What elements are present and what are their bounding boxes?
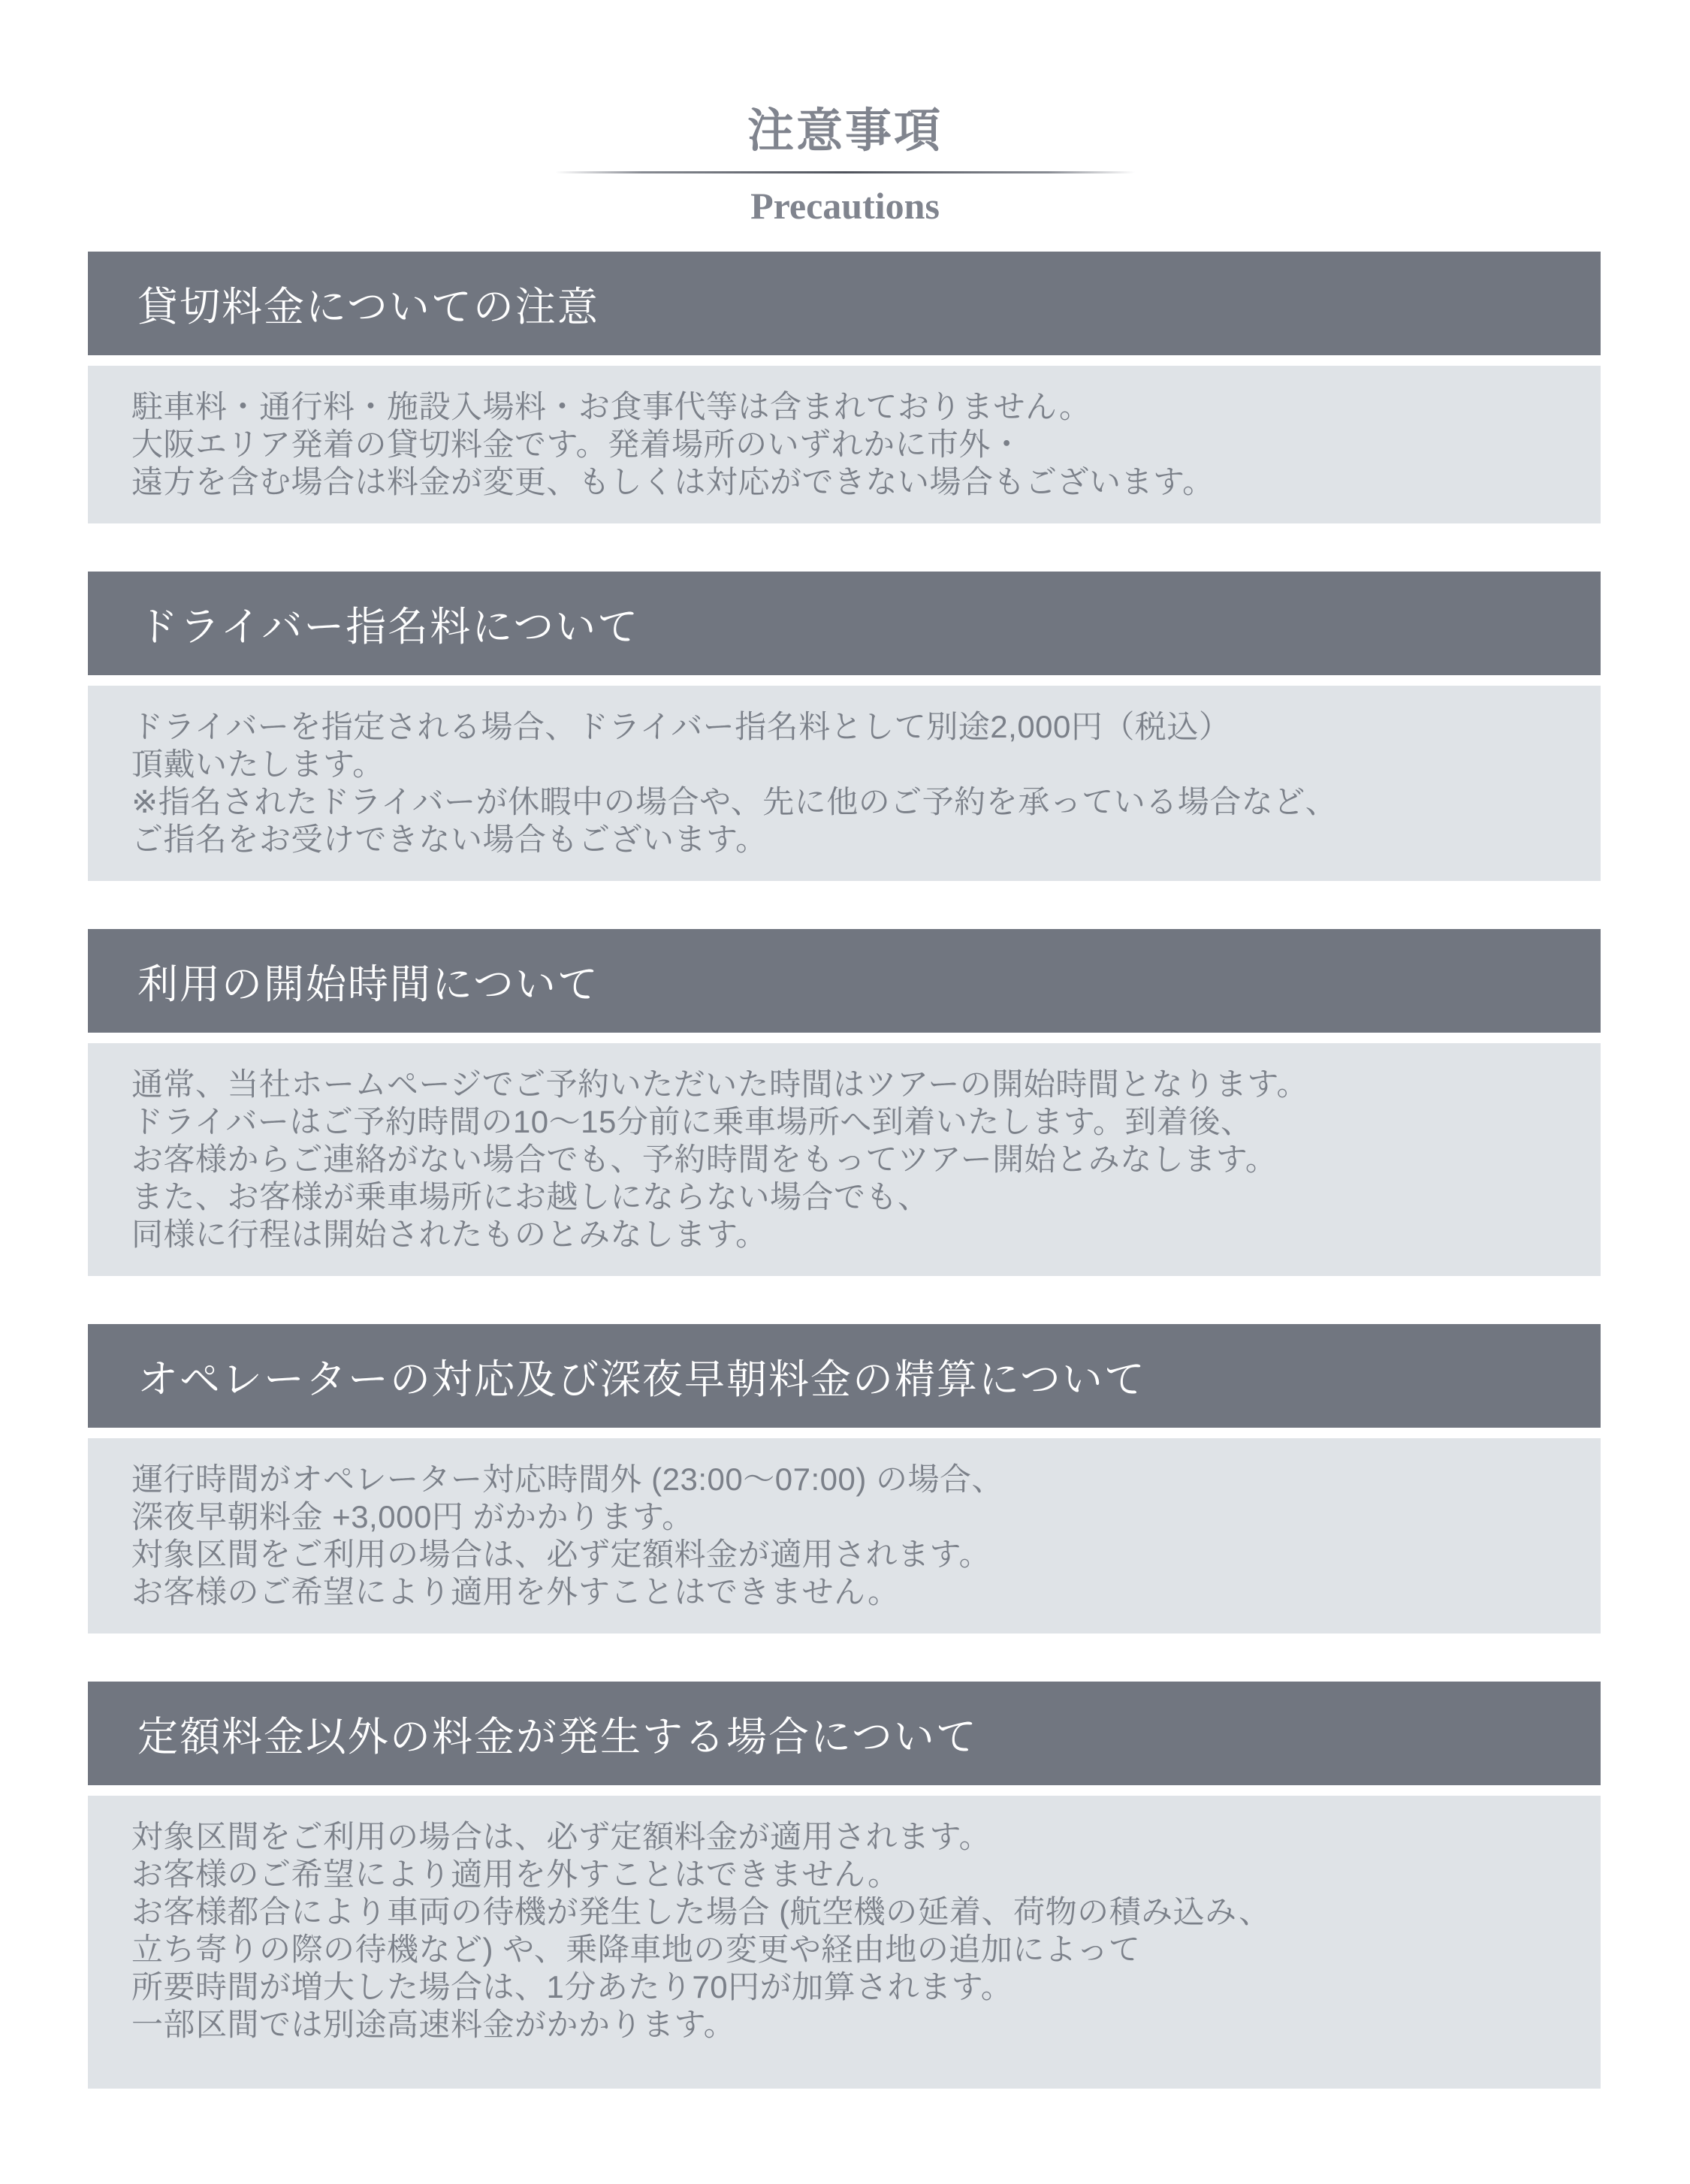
content-line: 大阪エリア発着の貸切料金です。発着場所のいずれかに市外・ bbox=[131, 427, 1023, 462]
section-heading-bar bbox=[88, 252, 1601, 355]
section-heading-bar bbox=[88, 1682, 1601, 1785]
section-heading: 定額料金以外の料金が発生する場合について bbox=[137, 1714, 978, 1760]
content-line: また、お客様が乗車場所にお越しにならない場合でも、 bbox=[131, 1179, 930, 1214]
section-heading: オペレーターの対応及び深夜早朝料金の精算について bbox=[137, 1356, 1146, 1402]
section-body bbox=[88, 1438, 1601, 1633]
page-title: 注意事項 bbox=[747, 105, 943, 157]
content-line: 立ち寄りの際の待機など) や、乗降車地の変更や経由地の追加によって bbox=[131, 1932, 1141, 1967]
title-divider bbox=[555, 171, 1135, 173]
section-driver-nomination-fee bbox=[88, 572, 1601, 881]
content-line: 駐車料・通行料・施設入場料・お食事代等は含まれておりません。 bbox=[131, 389, 1091, 424]
content-line: 通常、当社ホームページでご予約いただいた時間はツアーの開始時間となります。 bbox=[131, 1066, 1309, 1102]
section-body bbox=[88, 1043, 1601, 1276]
content-line: 遠方を含む場合は料金が変更、もしくは対応ができない場合もございます。 bbox=[131, 464, 1215, 499]
section-operator-hours-late-night-fee bbox=[88, 1324, 1601, 1633]
section-charter-fee-notice bbox=[88, 252, 1601, 523]
page-header bbox=[0, 0, 1690, 228]
content-line: お客様のご希望により適用を外すことはできません。 bbox=[131, 1574, 900, 1609]
section-extra-fees bbox=[88, 1682, 1601, 2089]
content-line: 深夜早朝料金 +3,000円 がかかります。 bbox=[131, 1499, 694, 1534]
content-line: ご指名をお受けできない場合もございます。 bbox=[131, 822, 768, 857]
content-line: ※指名されたドライバーが休暇中の場合や、先に他のご予約を承っている場合など、 bbox=[131, 784, 1338, 819]
section-body bbox=[88, 366, 1601, 523]
section-heading-bar bbox=[88, 572, 1601, 675]
content-line: ドライバーはご予約時間の10～15分前に乗車場所へ到着いたします。到着後、 bbox=[131, 1104, 1253, 1139]
section-heading-bar bbox=[88, 1324, 1601, 1428]
content-line: 一部区間では別途高速料金がかかります。 bbox=[131, 2007, 736, 2042]
content-line: お客様のご希望により適用を外すことはできません。 bbox=[131, 1857, 900, 1892]
content-line: 頂戴いたします。 bbox=[131, 747, 385, 782]
content-line: 同様に行程は開始されたものとみなします。 bbox=[131, 1217, 768, 1252]
section-body bbox=[88, 686, 1601, 881]
content-line: 対象区間をご利用の場合は、必ず定額料金が適用されます。 bbox=[131, 1819, 991, 1854]
content-line: お客様都合により車両の待機が発生した場合 (航空機の延着、荷物の積み込み、 bbox=[131, 1894, 1271, 1929]
section-heading: 利用の開始時間について bbox=[137, 961, 599, 1007]
page-subtitle: Precautions bbox=[750, 185, 940, 227]
section-body bbox=[88, 1796, 1601, 2089]
content-line: 対象区間をご利用の場合は、必ず定額料金が適用されます。 bbox=[131, 1537, 991, 1572]
section-heading: ドライバー指名料について bbox=[137, 604, 640, 650]
content-line: ドライバーを指定される場合、ドライバー指名料として別途2,000円（税込） bbox=[131, 709, 1231, 744]
section-heading: 貸切料金についての注意 bbox=[137, 284, 599, 330]
content-line: 運行時間がオペレーター対応時間外 (23:00～07:00) の場合、 bbox=[131, 1462, 1004, 1497]
content-line: 所要時間が増大した場合は、1分あたり70円が加算されます。 bbox=[131, 1969, 1013, 2005]
section-start-time bbox=[88, 929, 1601, 1276]
section-heading-bar bbox=[88, 929, 1601, 1033]
sections-container bbox=[88, 252, 1601, 2089]
content-line: お客様からご連絡がない場合でも、予約時間をもってツアー開始とみなします。 bbox=[131, 1142, 1278, 1177]
